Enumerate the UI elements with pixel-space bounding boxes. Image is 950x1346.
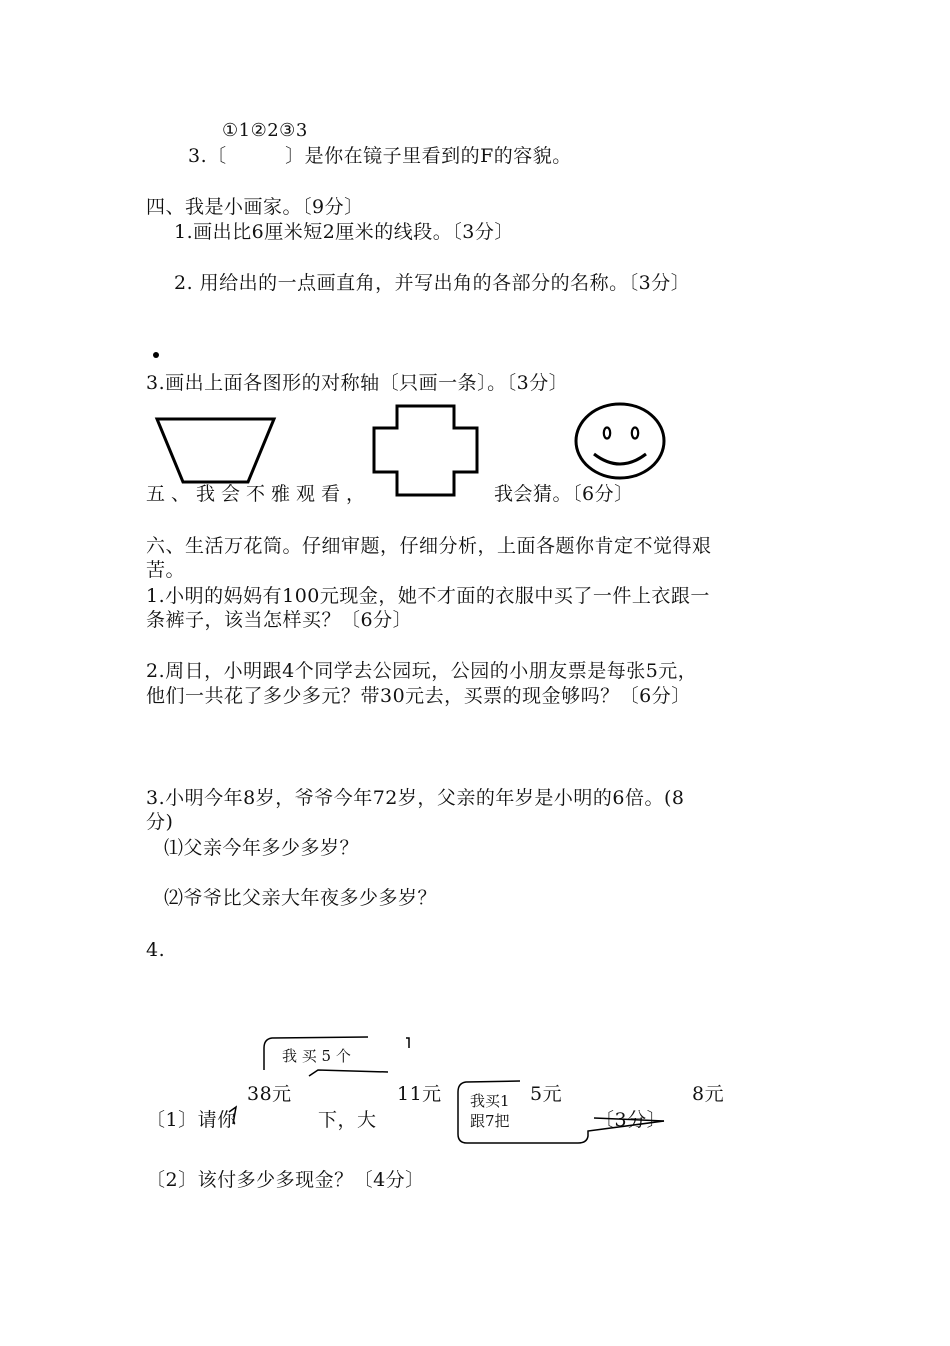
q3-options: ①1②2③3 — [222, 120, 308, 141]
section-6-question-2-line-2: 他们一共花了多少多元？带30元去，买票的现金够吗？〔6分〕 — [146, 685, 691, 707]
section-6-question-1-line-2: 条裤子，该当怎样买？〔6分〕 — [146, 609, 413, 631]
section-6-question-4-sub-1-part-1: 〔1〕请你 — [146, 1109, 237, 1131]
section-6-question-3-sub-2: ⑵爷爷比父亲大年夜多少多岁？ — [164, 887, 438, 909]
section-6-question-3-line-1: 3.小明今年8岁，爷爷今年72岁，父亲的年岁是小明的6倍。(8 — [146, 787, 685, 809]
section-6-question-1-line-1: 1.小明的妈妈有100元现金，她不才面的衣服中买了一件上衣跟一 — [146, 585, 710, 607]
question-3-mirror: 3.〔 〕是你在镜子里看到的F的容貌。 — [188, 145, 572, 167]
section-6-question-4-sub-1-points: 〔3分〕 — [595, 1109, 667, 1131]
section-6-question-4-sub-1-part-2: 下，大 — [318, 1109, 377, 1131]
section-5-title-part-1: 五、我会不雅观看， — [146, 483, 372, 505]
speech-bubble-left-text: 我 买 5 个 — [282, 1047, 351, 1065]
section-5-title-part-2: 我会猜。〔6分〕 — [494, 483, 634, 505]
speech-bubble-right-line-2: 跟7把 — [470, 1112, 510, 1130]
price-label-8: 8元 — [692, 1083, 725, 1105]
section-6-question-3-sub-1: ⑴父亲今年多少多岁？ — [164, 837, 360, 859]
section-4-question-1: 1.画出比6厘米短2厘米的线段。〔3分〕 — [174, 221, 514, 243]
price-label-38: 38元 — [247, 1083, 292, 1105]
section-6-question-3-line-2: 分) — [146, 811, 174, 833]
speech-bubble-right-line-1: 我买1 — [470, 1092, 510, 1110]
section-6-title-line-2: 苦。 — [146, 559, 186, 581]
section-6-question-4-sub-2: 〔2〕该付多少多现金？〔4分〕 — [146, 1169, 425, 1191]
section-6-title-line-1: 六、生活万花筒。仔细审题，仔细分析，上面各题你肯定不觉得艰 — [146, 535, 712, 557]
section-6-question-4-number: 4. — [146, 939, 166, 961]
section-4-question-3: 3.画出上面各图形的对称轴〔只画一条〕。〔3分〕 — [146, 372, 569, 394]
section-6-question-2-line-1: 2.周日，小明跟4个同学去公园玩，公园的小朋友票是每张5元， — [146, 660, 698, 682]
section-4-question-2: 2. 用给出的一点画直角，并写出角的各部分的名称。〔3分〕 — [174, 272, 691, 294]
price-label-11: 11元 — [397, 1083, 442, 1105]
section-4-title: 四、我是小画家。〔9分〕 — [146, 196, 364, 218]
price-label-5: 5元 — [530, 1083, 563, 1105]
